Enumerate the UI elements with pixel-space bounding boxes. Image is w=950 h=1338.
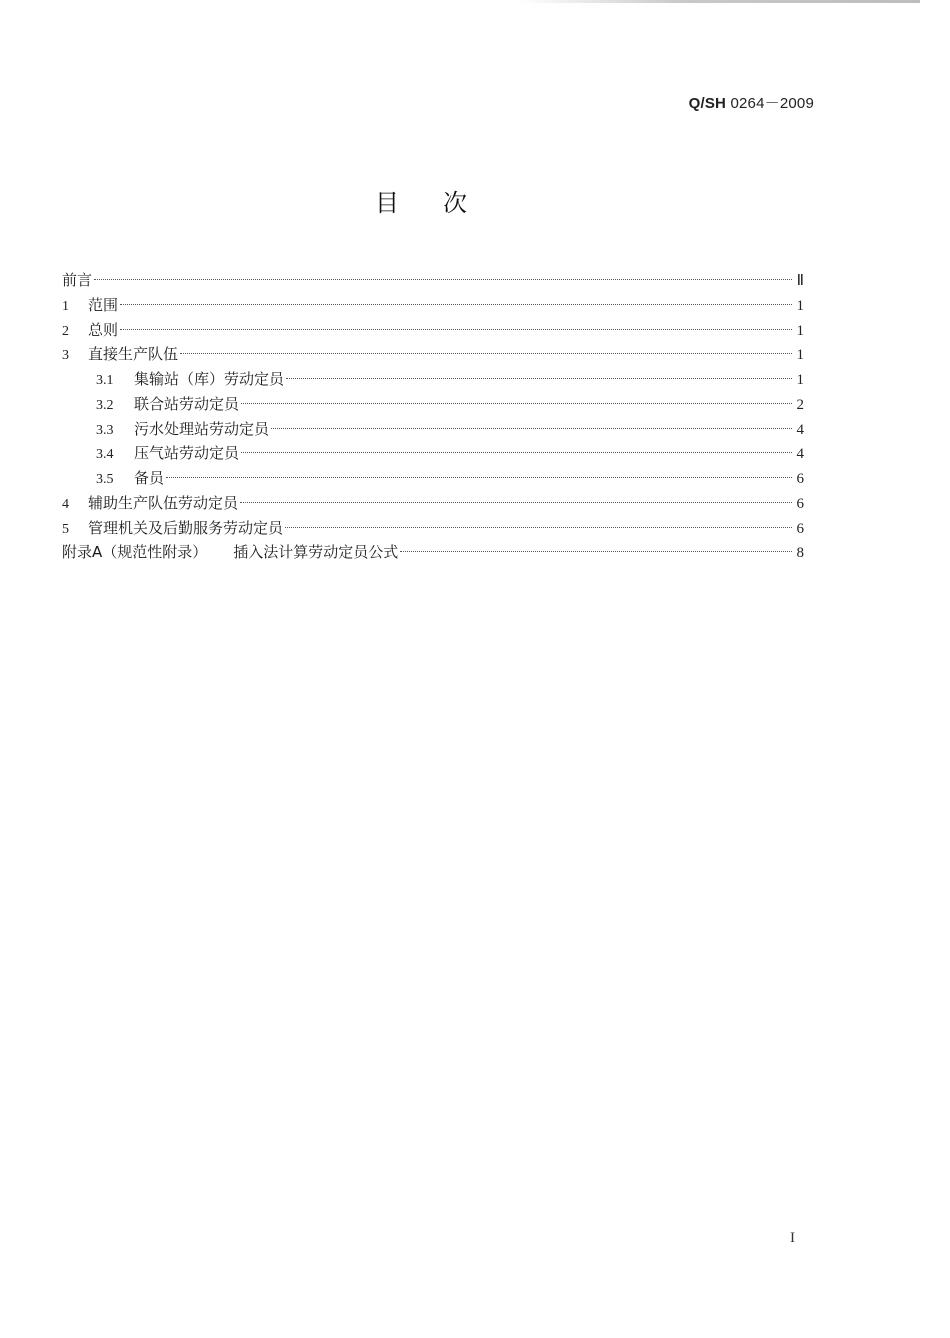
toc-entry-page: 1 xyxy=(796,347,804,364)
toc-title: 目次 xyxy=(375,189,511,217)
table-of-contents xyxy=(62,268,804,565)
toc-entry-number: 3.4 xyxy=(96,447,114,463)
page-number: I xyxy=(790,1230,795,1246)
toc-entry-label: 直接生产队伍 xyxy=(88,345,179,364)
toc-entry-label: 管理机关及后勤服务劳动定员 xyxy=(88,518,284,537)
dot-leader xyxy=(166,477,792,478)
toc-entry-foreword[interactable] xyxy=(62,268,804,293)
toc-entry-3-3[interactable] xyxy=(62,417,804,442)
toc-entry-number: 3.3 xyxy=(96,422,114,438)
toc-entry-label: 压气站劳动定员 xyxy=(134,444,240,463)
toc-entry-label: 联合站劳动定员 xyxy=(134,394,240,413)
toc-entry-number: 3 xyxy=(62,348,69,364)
toc-entry-page: 1 xyxy=(796,322,804,339)
toc-entry-page: Ⅱ xyxy=(796,273,804,289)
toc-entry-page: 2 xyxy=(796,396,804,413)
toc-entry-appendix-a[interactable] xyxy=(62,540,804,565)
toc-entry-label: 范围 xyxy=(88,295,119,314)
dot-leader xyxy=(120,304,792,305)
toc-entry-3-4[interactable] xyxy=(62,441,804,466)
toc-entry-auxiliary-production[interactable] xyxy=(62,491,804,516)
toc-entry-number: 2 xyxy=(62,323,69,339)
toc-entry-label: 集输站（库）劳动定员 xyxy=(134,370,285,388)
dot-leader xyxy=(180,353,792,354)
dot-leader xyxy=(271,428,792,429)
toc-entry-number: 1 xyxy=(62,298,69,314)
toc-entry-scope[interactable] xyxy=(62,293,804,318)
toc-entry-label xyxy=(62,540,398,565)
toc-entry-page: 4 xyxy=(796,421,804,438)
dot-leader xyxy=(241,403,792,404)
appendix-title-label: 插入法计算劳动定员公式 xyxy=(233,543,399,562)
document-code-number: 0264－2009 xyxy=(730,95,814,112)
toc-entry-number: 5 xyxy=(62,521,69,537)
dot-leader xyxy=(241,452,792,453)
toc-entry-label: 总则 xyxy=(88,320,119,339)
toc-entry-label: 备员 xyxy=(134,469,165,487)
toc-entry-direct-production[interactable] xyxy=(62,342,804,367)
scan-edge xyxy=(520,0,920,3)
dot-leader xyxy=(94,279,792,280)
toc-entry-page: 6 xyxy=(796,471,804,487)
dot-leader xyxy=(120,329,792,330)
toc-entry-page: 1 xyxy=(796,372,804,388)
dot-leader xyxy=(240,502,792,503)
toc-entry-3-2[interactable] xyxy=(62,392,804,417)
document-code-prefix: Q/SH xyxy=(688,95,727,112)
toc-entry-label: 污水处理站劳动定员 xyxy=(134,419,270,438)
dot-leader xyxy=(286,378,792,379)
toc-entry-label: 辅助生产队伍劳动定员 xyxy=(88,493,239,512)
toc-entry-number: 3.5 xyxy=(96,472,114,487)
toc-entry-management[interactable] xyxy=(62,516,804,541)
toc-entry-3-5[interactable] xyxy=(62,466,804,491)
toc-entry-page: 6 xyxy=(796,520,804,537)
toc-entry-page: 8 xyxy=(796,545,804,562)
dot-leader xyxy=(400,551,792,552)
toc-entry-3-1[interactable] xyxy=(62,367,804,392)
toc-entry-page: 1 xyxy=(796,297,804,314)
toc-entry-page: 6 xyxy=(796,495,804,512)
toc-entry-label: 前言 xyxy=(62,271,93,289)
toc-entry-number: 3.2 xyxy=(96,397,114,413)
document-code xyxy=(689,92,814,113)
toc-entry-number: 4 xyxy=(62,496,69,512)
toc-entry-page: 4 xyxy=(796,446,804,463)
dot-leader xyxy=(285,527,792,528)
toc-entry-general[interactable] xyxy=(62,318,804,343)
appendix-type-label: 附录A（规范性附录） xyxy=(62,543,208,562)
toc-entry-number: 3.1 xyxy=(96,373,114,388)
